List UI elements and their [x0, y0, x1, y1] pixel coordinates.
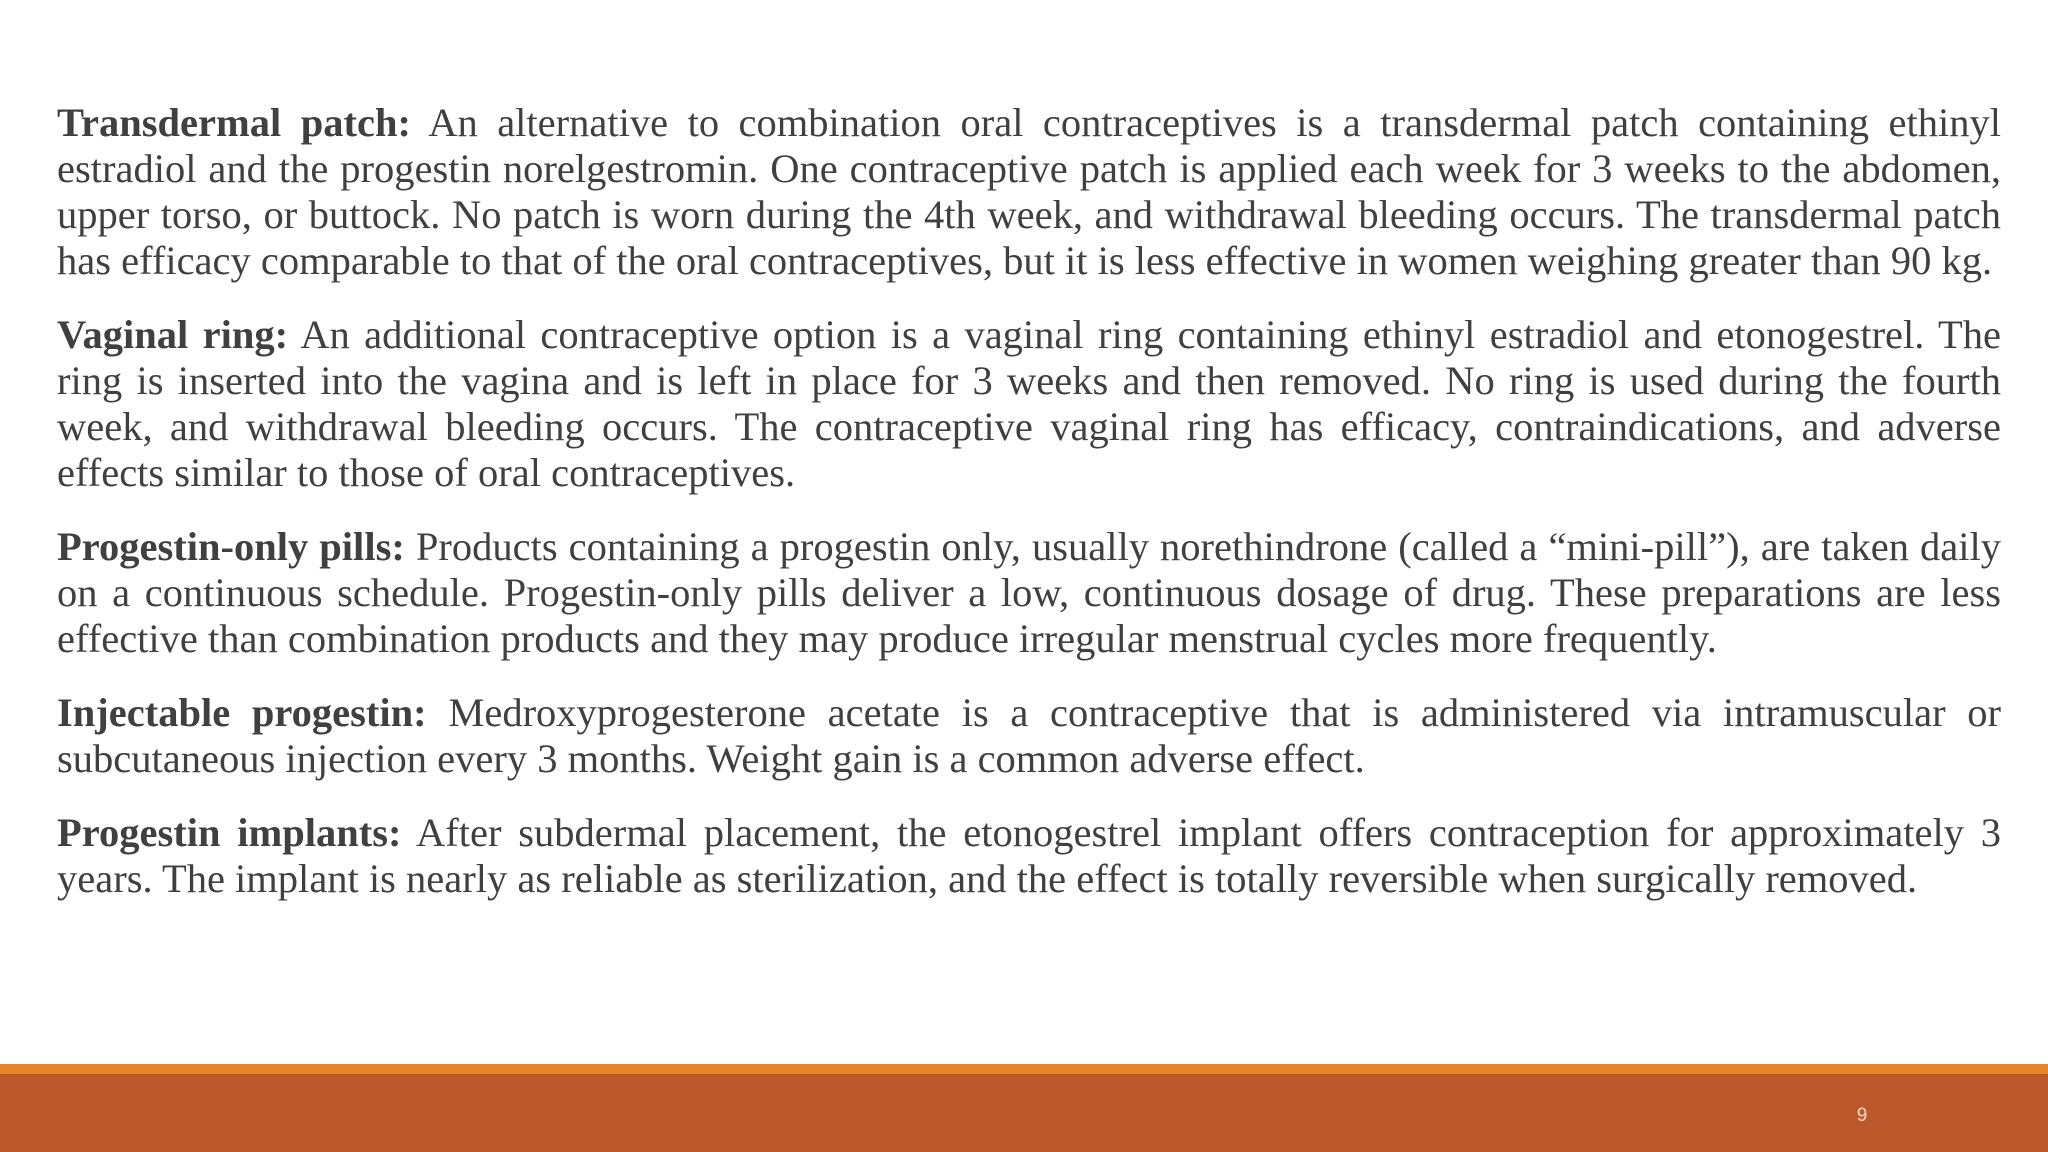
term-progestin-only-pills: Progestin-only pills:	[57, 524, 405, 569]
paragraph-transdermal-patch	[57, 100, 2001, 284]
paragraph-text: After subdermal placement, the etonogestrel implant offers contraception for approximately 3 years. The implant is nearly as reliable as sterilization, and the effect is totally reversible when surgically removed.	[57, 810, 2002, 901]
footer-bar	[0, 1074, 2048, 1152]
paragraph-text: Products containing a progestin only, usually norethindrone (called a “mini-pill”), are taken daily on a continuous schedule. Progestin-only pills deliver a low, continuous dosage of drug. These preparations are less effective than combination products and they may produce irregular menstrual cycles more frequently.	[57, 524, 2001, 661]
term-vaginal-ring: Vaginal ring:	[57, 312, 289, 357]
paragraph-progestin-implants	[57, 810, 2001, 902]
paragraph-vaginal-ring	[57, 312, 2001, 496]
page-number: 9	[1856, 1105, 1868, 1126]
footer-accent-stripe	[0, 1064, 2048, 1074]
term-transdermal-patch: Transdermal patch:	[57, 100, 411, 145]
paragraph-text: Medroxyprogesterone acetate is a contraceptive that is administered via intramuscular or subcutaneous injection every 3 months. Weight gain is a common adverse effect.	[57, 690, 2002, 781]
paragraph-progestin-only-pills	[57, 524, 2001, 662]
paragraph-text: An additional contraceptive option is a vaginal ring containing ethinyl estradiol and etonogestrel. The ring is inserted into the vagina and is left in place for 3 weeks and then removed. No ring is used during the fourth week, and withdrawal bleeding occurs. The contraceptive vaginal ring has efficacy, contraindications, and adverse effects similar to those of oral contraceptives.	[57, 312, 2001, 495]
paragraph-injectable-progestin	[57, 690, 2001, 782]
paragraph-text: An alternative to combination oral contraceptives is a transdermal patch containing ethinyl estradiol and the progestin norelgestromin. One contraceptive patch is applied each week for 3 weeks to the abdomen, upper torso, or buttock. No patch is worn during the 4th week, and withdrawal bleeding occurs. The transdermal patch has efficacy comparable to that of the oral contraceptives, but it is less effective in women weighing greater than 90 kg.	[57, 100, 2001, 283]
term-progestin-implants: Progestin implants:	[57, 810, 402, 855]
term-injectable-progestin: Injectable progestin:	[57, 690, 427, 735]
slide-body	[57, 100, 2001, 930]
